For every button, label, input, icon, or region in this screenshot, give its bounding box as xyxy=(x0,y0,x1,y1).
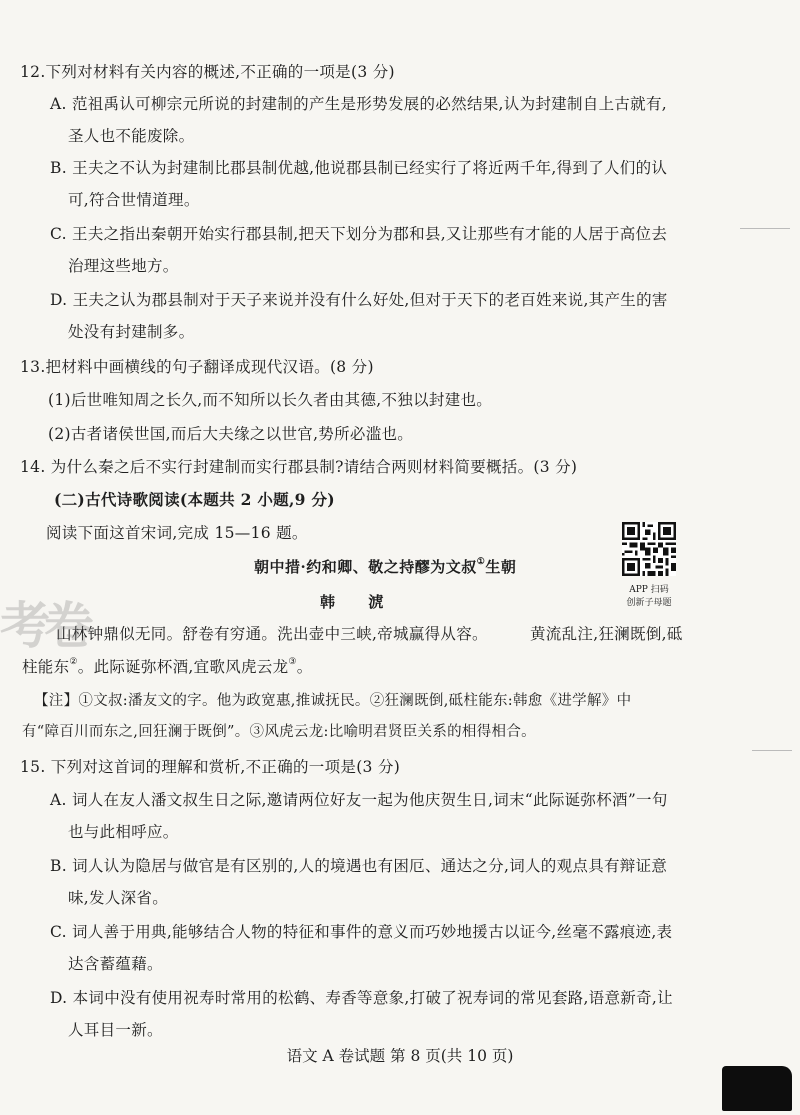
qr-code-icon[interactable] xyxy=(622,522,676,576)
q15-option-b: B. 词人认为隐居与做官是有区别的,人的境遇也有困厄、通达之分,词人的观点具有辩证意 xyxy=(50,857,668,875)
qr-caption-scan: APP 扫码 xyxy=(629,585,669,595)
poem-author: 韩 淲 xyxy=(320,593,398,611)
poem-footnote-3: ③ xyxy=(288,657,297,667)
q15-option-b-cont: 味,发人深省。 xyxy=(68,889,169,907)
q15-stem: 15. 下列对这首词的理解和赏析,不正确的一项是(3 分) xyxy=(20,758,401,776)
q12-option-a: A. 范祖禹认可柳宗元所说的封建制的产生是形势发展的必然结果,认为封建制自上古就有, xyxy=(50,95,668,113)
q12-option-c: C. 王夫之指出秦朝开始实行郡县制,把天下划分为郡和县,又让那些有才能的人居于高位去 xyxy=(50,225,668,243)
q13-sentence-2: (2)古者诸侯世国,而后大夫缘之以世官,势所必滥也。 xyxy=(48,425,414,443)
poem-title-footnote: ① xyxy=(476,557,486,567)
section2-heading: (二)古代诗歌阅读(本题共 2 小题,9 分) xyxy=(54,490,335,509)
q13-sentence-1: (1)后世唯知周之长久,而不知所以长久者由其德,不独以封建也。 xyxy=(48,391,493,409)
poem-verse-2a: 柱能东 xyxy=(22,658,70,676)
q12-option-d: D. 王夫之认为郡县制对于天子来说并没有什么好处,但对于天下的老百姓来说,其产生的害 xyxy=(50,291,668,309)
q15-option-c: C. 词人善于用典,能够结合人物的特征和事件的意义而巧妙地援古以证今,丝毫不露痕迹,表 xyxy=(50,923,673,941)
poem-title-end: 生朝 xyxy=(485,558,517,576)
scan-corner-blot xyxy=(722,1066,792,1111)
poem-footnote-2: ② xyxy=(69,657,78,667)
q12-option-d-cont: 处没有封建制多。 xyxy=(68,323,195,341)
q13-stem: 13.把材料中画横线的句子翻译成现代汉语。(8 分) xyxy=(20,358,374,376)
q12-option-b: B. 王夫之不认为封建制比郡县制优越,他说郡县制已经实行了将近两千年,得到了人们的认 xyxy=(50,159,668,177)
q12-option-c-cont: 治理这些地方。 xyxy=(68,257,179,275)
scan-artifact-line xyxy=(740,228,790,229)
poem-verse-2c: 。 xyxy=(296,658,313,676)
page-footer: 语文 A 卷试题 第 8 页(共 10 页) xyxy=(286,1047,514,1065)
qr-caption-title: 创新子母题 xyxy=(626,598,672,608)
q15-option-c-cont: 达含蓄蕴藉。 xyxy=(68,955,163,973)
q15-option-a-cont: 也与此相呼应。 xyxy=(68,823,179,841)
q12-option-a-cont: 圣人也不能废除。 xyxy=(68,127,195,145)
q15-option-d-cont: 人耳目一新。 xyxy=(68,1021,163,1039)
poem-verse-1a: 山林钟鼎似无同。舒卷有穷通。洗出壶中三峡,帝城赢得从容。 xyxy=(56,625,488,643)
poem-note-2: 有“障百川而东之,回狂澜于既倒”。③风虎云龙:比喻明君贤臣关系的相得相合。 xyxy=(22,724,536,740)
q15-option-a: A. 词人在友人潘文叔生日之际,邀请两位好友一起为他庆贺生日,词末“此际诞弥杯酒”一句 xyxy=(50,791,668,809)
q12-option-b-cont: 可,符合世情道理。 xyxy=(68,191,200,209)
section2-intro: 阅读下面这首宋词,完成 15—16 题。 xyxy=(46,524,308,542)
poem-title-main: 朝中措·约和卿、敬之持醪为文叔 xyxy=(254,558,477,576)
poem-verse-1b: 黄流乱注,狂澜既倒,砥 xyxy=(530,625,683,643)
watermark-text: 考卷 xyxy=(0,596,88,655)
q15-option-d: D. 本词中没有使用祝寿时常用的松鹤、寿香等意象,打破了祝寿词的常见套路,语意新奇,让 xyxy=(50,989,673,1007)
scan-artifact-line xyxy=(752,750,792,751)
poem-verse-2b: 。此际诞弥杯酒,宜歌风虎云龙 xyxy=(77,658,289,676)
poem-title xyxy=(254,557,516,577)
q14-stem: 14. 为什么秦之后不实行封建制而实行郡县制?请结合两则材料简要概括。(3 分) xyxy=(20,458,578,476)
poem-verse-2 xyxy=(22,657,313,677)
poem-note-1: 【注】①文叔:潘友文的字。他为政宽惠,推诚抚民。②狂澜既倒,砥柱能东:韩愈《进学解》中 xyxy=(34,693,632,709)
q12-stem: 12.下列对材料有关内容的概述,不正确的一项是(3 分) xyxy=(20,63,395,81)
